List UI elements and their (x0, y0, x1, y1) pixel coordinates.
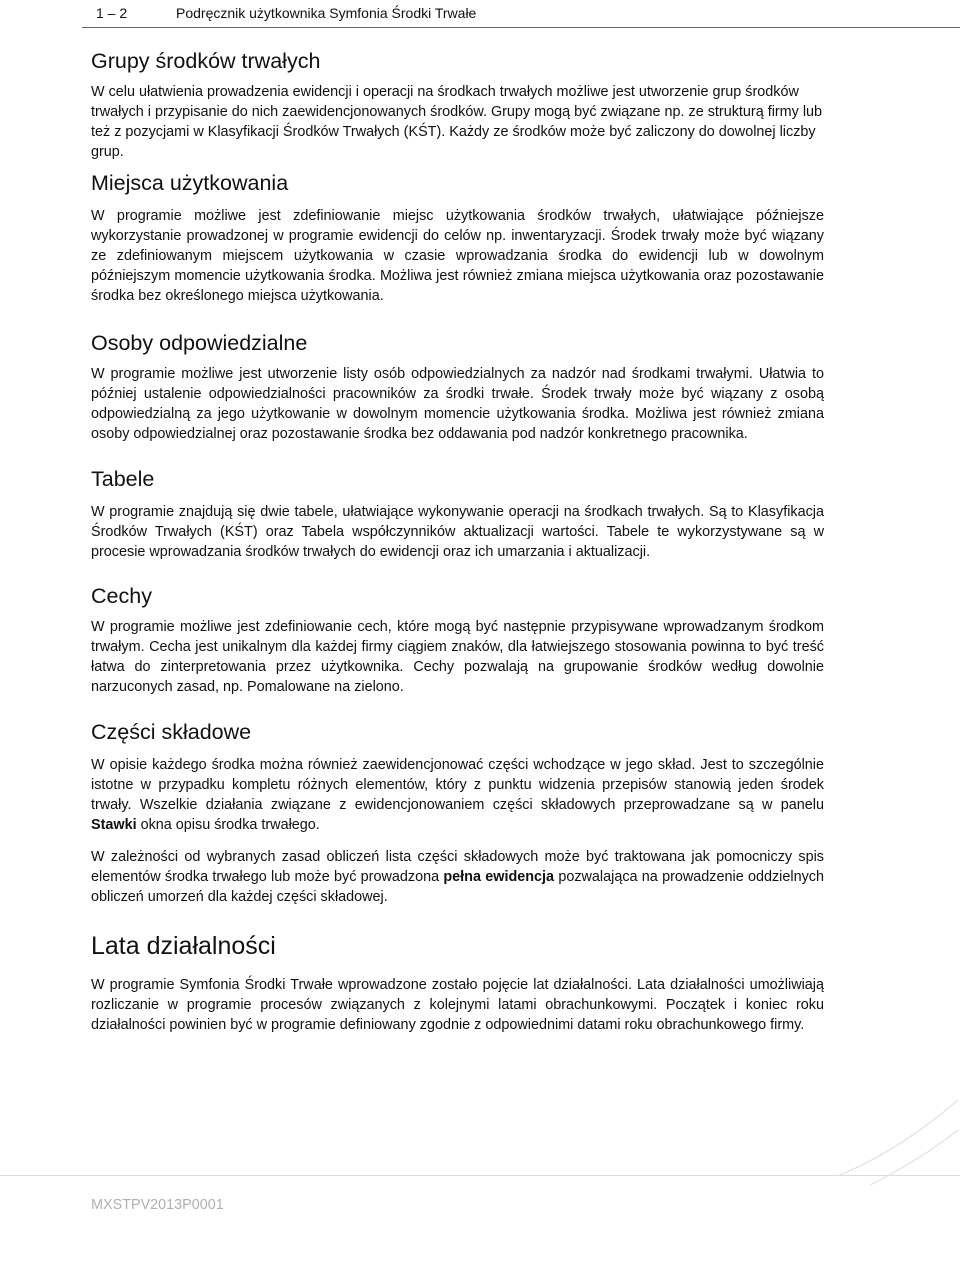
heading-czesci: Części składowe (91, 720, 252, 744)
heading-miejsca: Miejsca użytkowania (91, 171, 289, 195)
bold-pelna-ewidencja: pełna ewidencja (443, 869, 555, 885)
heading-lata: Lata działalności (91, 932, 276, 960)
page-content (91, 44, 824, 1035)
heading-osoby: Osoby odpowiedzialne (91, 331, 308, 355)
paragraph-miejsca: W programie możliwe jest zdefiniowanie miejsc użytkowania środków trwałych, ułatwiające późniejsze wykorzystanie prowadzonej w programie ewidencji do celów np. inwentaryzacji. Środek trwały może być wiązany ze zdefiniowanym miejscem użytkowania w czasie wprowadzania środka do ewidencji lub w dowolnym późniejszym momencie użytkowania środka. Możliwa jest również zmiana miejsca użytkowania oraz pozostawanie środka bez określonego miejsca użytkowania. (91, 208, 824, 304)
page-number: 1 – 2 (96, 5, 128, 21)
footer-rule (0, 1175, 960, 1176)
page-header (82, 0, 960, 28)
heading-cechy: Cechy (91, 584, 152, 608)
paragraph-tabele: W programie znajdują się dwie tabele, ułatwiające wykonywanie operacji na środkach trwałych. Są to Klasyfikacja Środków Trwałych (KŚT) oraz Tabela współczynników aktualizacji wartości. Tabele te wykorzystywane są w procesie wprowadzania środków trwałych do ewidencji oraz ich umarzania i aktualizacji. (91, 504, 824, 560)
paragraph-czesci-2: W zależności od wybranych zasad obliczeń lista części składowych może być traktowana jak pomocniczy spis elementów środka trwałego lub może być prowadzona pełna ewidencja pozwalająca na prowadzenie oddzielnych obliczeń umorzeń dla każdej części składowej. (91, 849, 824, 905)
paragraph-lata: W programie Symfonia Środki Trwałe wprowadzone zostało pojęcie lat działalności. Lata działalności umożliwiają rozliczanie w programie procesów związanych z kolejnymi latami obrachunkowymi. Początek i koniec roku działalności powinien być w programie definiowany zgodnie z odpowiednimi datami roku obrachunkowego firmy. (91, 977, 824, 1033)
heading-tabele: Tabele (91, 467, 155, 491)
paragraph-grupy: W celu ułatwienia prowadzenia ewidencji i operacji na środkach trwałych możliwe jest utworzenie grup środków trwałych i przypisanie do nich zaewidencjonowanych środków. Grupy mogą być związane np. ze strukturą firmy lub też z pozycjami w Klasyfikacji Środków Trwałych (KŚT). Każdy ze środków może być zaliczony do dowolnej liczby grup. (91, 84, 823, 160)
document-code: MXSTPV2013P0001 (91, 1197, 224, 1213)
bold-stawki: Stawki (91, 817, 137, 833)
paragraph-cechy: W programie możliwe jest zdefiniowanie cech, które mogą być następnie przypisywane wprowadzanym środkom trwałym. Cecha jest unikalnym dla każdej firmy ciągiem znaków, dla łatwiejszego stosowania powinna to być treść łatwa do zinterpretowania przez użytkownika. Cechy pozwalają na grupowanie środków według dowolnie narzuconych zasad, np. Pomalowane na zielono. (91, 619, 824, 695)
heading-grupy: Grupy środków trwałych (91, 49, 321, 73)
running-title: Podręcznik użytkownika Symfonia Środki Trwałe (176, 5, 477, 21)
page-curl-decoration (830, 1090, 960, 1200)
paragraph-osoby: W programie możliwe jest utworzenie listy osób odpowiedzialnych za nadzór nad środkami trwałymi. Ułatwia to później ustalenie odpowiedzialności pracowników za środki trwałe. Środek trwały może być wiązany z osobą odpowiedzialną za jego użytkowanie w dowolnym momencie użytkowania środka. Możliwa jest również zmiana osoby odpowiedzialnej oraz pozostawanie środka bez oddawania pod nadzór konkretnego pracownika. (91, 366, 824, 442)
paragraph-czesci-1: W opisie każdego środka można również zaewidencjonować części wchodzące w jego skład. Jest to szczególnie istotne w przypadku kompletu różnych elementów, który z punktu widzenia przepisów stanowią jeden środek trwały. Wszelkie działania związane z ewidencjonowaniem części składowych przeprowadzane są w panelu Stawki okna opisu środka trwałego. (91, 757, 824, 833)
